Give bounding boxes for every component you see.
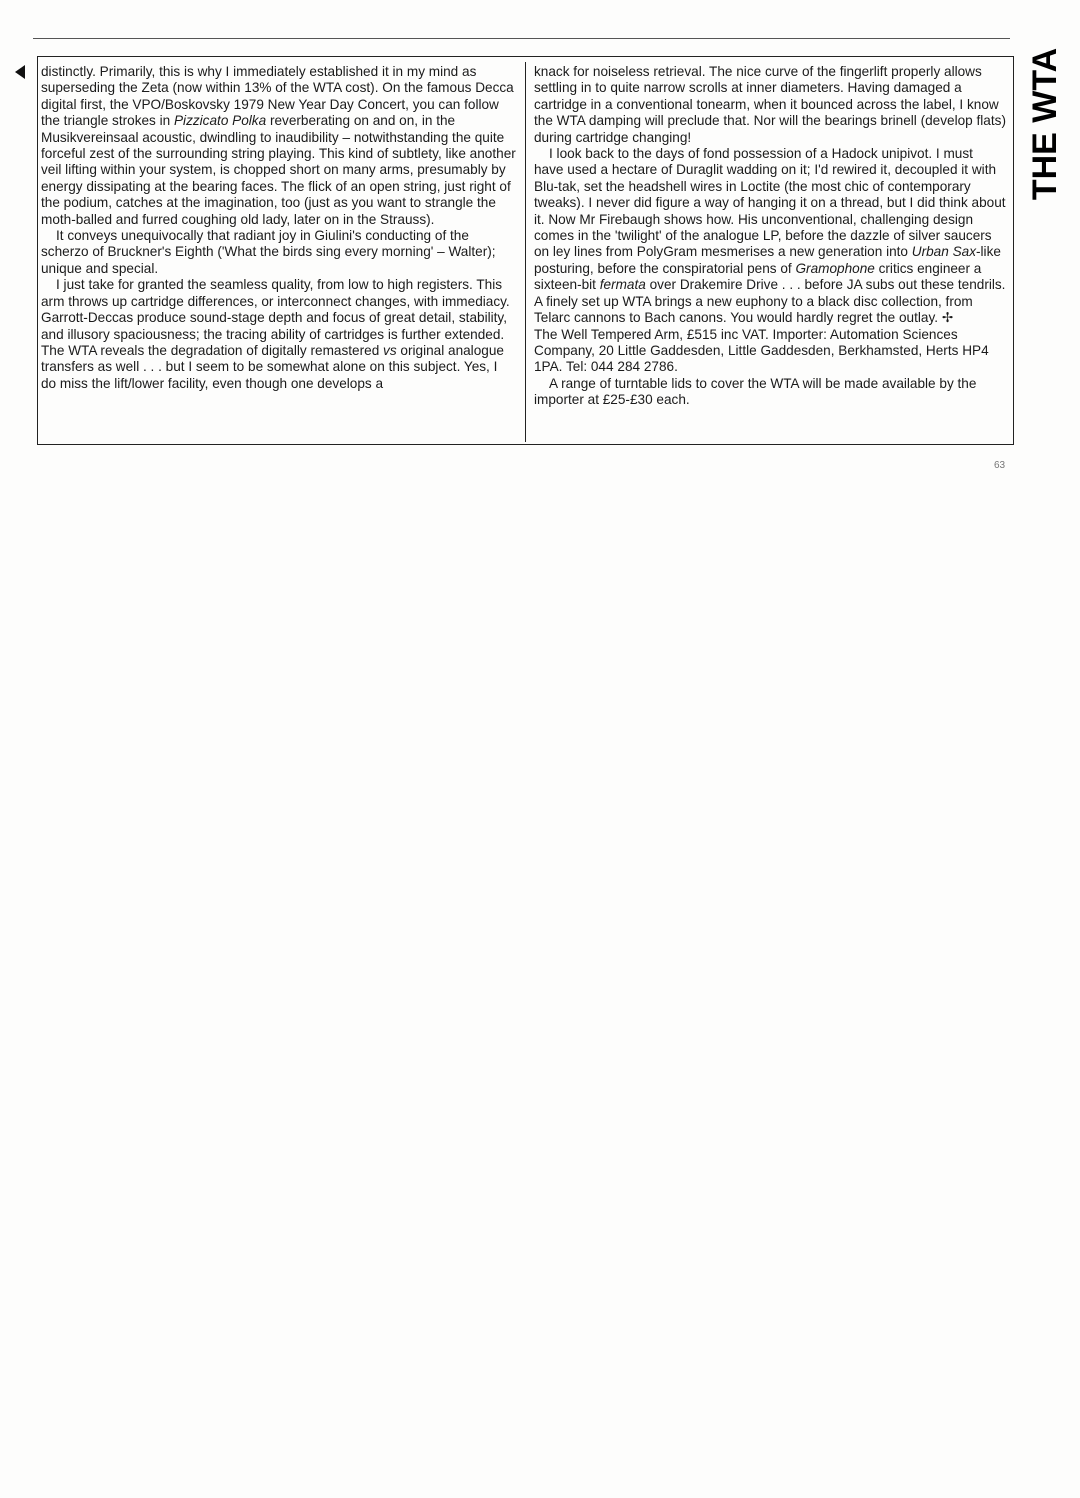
top-rule xyxy=(33,38,1010,39)
product-info: The Well Tempered Arm, £515 inc VAT. Importer: Automation Sciences Company, 20 Little Gaddesden, Little Gaddesden, Berkhamsted, Herts HP4 1PA. Tel: 044 284 2786. xyxy=(534,326,989,375)
paragraph: distinctly. Primarily, this is why I immediately established it in my mind as superseding the Zeta (now within 13% of the WTA cost). On the famous Decca digital first, the VPO/Boskovsky 1979 New Year Day Concert, you can follow the triangle strokes in Pizzicato Polka reverberating on and on, in the Musikvereinsaal acoustic, dwindling to inaudibility – notwithstanding the quite forceful zest of the surrounding string playing. This kind of subtlety, like another veil lifting within your system, is chopped short on many arms, presumably by energy dissipating at the bearing faces. The flick of an open string, just right of the podium, catches at the imagination, too (just as you want to strangle the moth-balled and furred coughing old lady, later on in the Strauss). xyxy=(41,64,516,227)
paragraph: I just take for granted the seamless quality, from low to high registers. This arm throws up cartridge differences, or interconnect changes, with immediacy. Garrott-Deccas produce sound-stage depth and focus of great detail, stability, and illusory spaciousness; the tracing ability of cartridges is further extended. The WTA reveals the degradation of digitally remastered vs original analogue transfers as well . . . but I seem to be somewhat alone on this subject. Yes, I do miss the lift/lower facility, even though one develops a xyxy=(41,277,510,391)
paragraph: A range of turntable lids to cover the WTA will be made available by the importer at £25-£30 each. xyxy=(534,375,977,408)
running-head xyxy=(1025,48,1065,200)
paragraph: I look back to the days of fond possession of a Hadock unipivot. I must have used a hectare of Duraglit wadding on it; I'd rewired it, decoupled it with Blu-tak, set the headshell wires in Loctite (the most chic of contemporary tweaks). I never did figure a way of hanging it on a thread, but I did think about it. Now Mr Firebaugh shows how. His unconventional, challenging design comes in the 'twilight' of the analogue LP, before the dazzle of silver saucers on ley lines from PolyGram mesmerises a new generation into Urban Sax-like posturing, before the conspiratorial pens of Gramophone critics engineer a sixteen-bit fermata over Drakemire Drive . . . before JA subs out these tendrils. A finely set up WTA brings a new euphony to a black disc collection, from Telarc cannons to Bach canons. You would hardly regret the outlay. ✢ xyxy=(534,146,1006,326)
page-number: 63 xyxy=(994,460,1006,471)
running-head-text: THE WTA xyxy=(1026,47,1064,201)
right-column xyxy=(534,64,1006,409)
paragraph: knack for noiseless retrieval. The nice curve of the fingerlift properly allows settling in to quite narrow scrolls at inner diameters. Having damaged a cartridge in a conventional tonearm, when it bounced across the label, I know the WTA damping will preclude that. Nor will the bearings brinell (develop flats) during cartridge changing! xyxy=(534,64,1006,145)
paragraph: It conveys unequivocally that radiant joy in Giulini's conducting of the scherzo of Bruckner's Eighth ('What the birds sing every morning' – Walter); unique and special. xyxy=(41,228,496,276)
column-divider xyxy=(525,62,526,442)
left-column xyxy=(41,64,516,392)
continued-arrow-icon xyxy=(15,65,25,79)
